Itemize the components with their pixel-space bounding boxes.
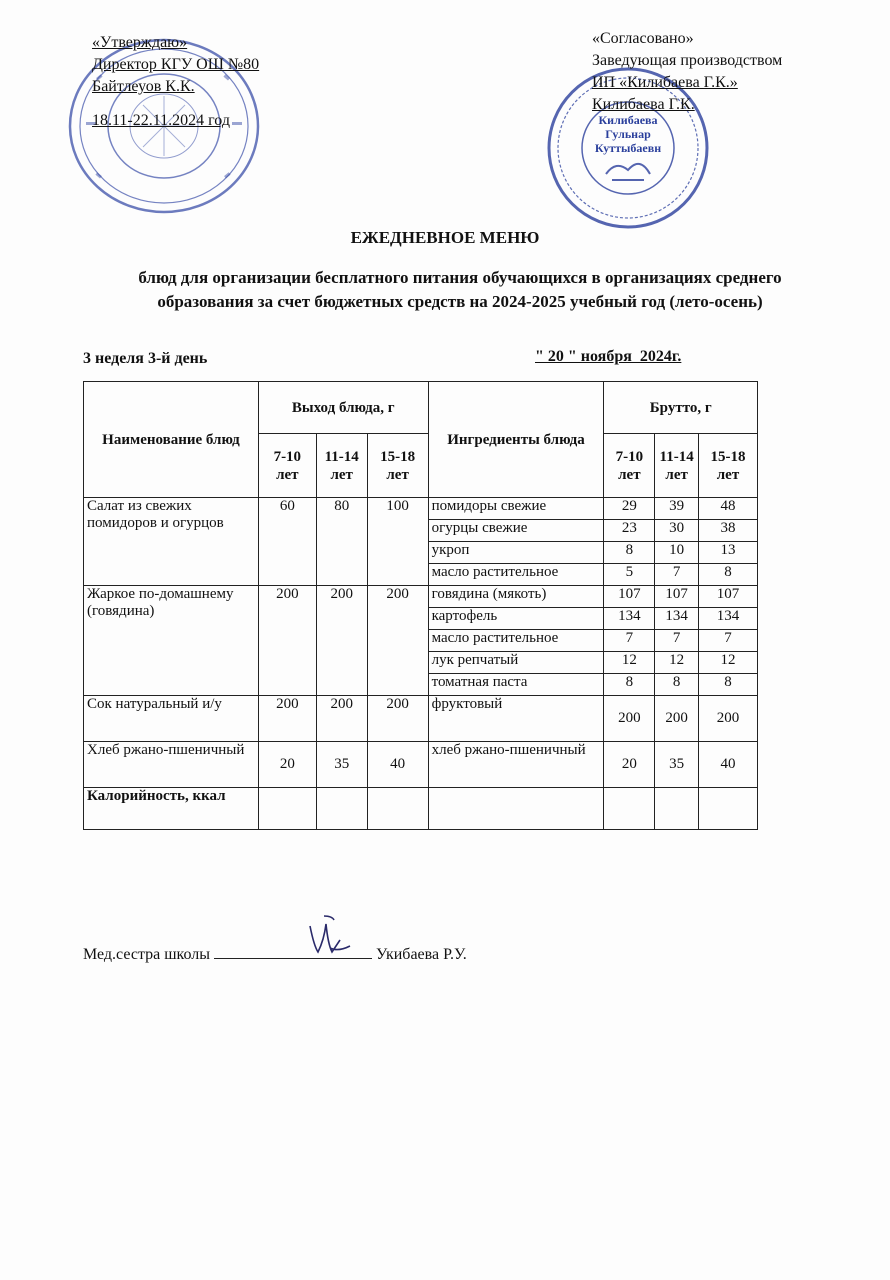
table-row-calories [84,788,758,830]
dish-name: Хлеб ржано-пшеничный [84,742,259,788]
ingredient-name: томатная паста [428,674,604,696]
gross-value: 12 [655,652,699,674]
gross-value: 7 [698,630,757,652]
gross-value: 107 [604,586,655,608]
header-gross: Брутто, г [604,382,758,434]
seal-name-line-1: Килибаева [598,113,658,127]
output-value: 200 [367,586,428,696]
gross-value: 48 [698,498,757,520]
signature-underline [214,944,372,959]
header-output-age-1: 7-10 лет [258,434,316,498]
agreement-line-3: ИП «Килибаева Г.К.» [592,74,738,91]
output-value: 200 [316,696,367,742]
gross-value: 40 [698,742,757,788]
output-value: 200 [316,586,367,696]
approval-line-4: 18.11-22.11.2024 год [92,112,230,129]
document-subtitle: блюд для организации бесплатного питания обучающихся в организациях среднего образования за счет бюджетных средств на 2024-2025 учебный год (лето-осень) [138,268,782,311]
gross-value: 29 [604,498,655,520]
output-value: 60 [258,498,316,586]
ingredient-name: масло растительное [428,564,604,586]
approval-block [92,32,259,132]
table-row [84,586,758,608]
ingredient-name: масло растительное [428,630,604,652]
header-ingredients: Ингредиенты блюда [428,382,604,498]
ingredient-name: огурцы свежие [428,520,604,542]
agreement-line-2: Заведующая производством [592,52,783,69]
gross-value: 200 [604,696,655,742]
output-value: 40 [367,742,428,788]
ingredient-name: помидоры свежие [428,498,604,520]
output-value: 200 [367,696,428,742]
agreement-line-1: «Согласовано» [592,30,694,47]
seal-name-line-2: Гульнар [605,127,651,141]
ingredient-name: говядина (мякоть) [428,586,604,608]
gross-value: 39 [655,498,699,520]
gross-value: 30 [655,520,699,542]
header-dish: Наименование блюд [84,382,259,498]
agreement-block [592,28,782,116]
gross-value: 8 [604,542,655,564]
nurse-signature-line [83,944,467,964]
output-value: 200 [258,696,316,742]
ingredient-name: лук репчатый [428,652,604,674]
gross-value: 107 [698,586,757,608]
date-label: " 20 " ноября 2024г. [535,348,682,365]
gross-value: 12 [698,652,757,674]
table-row [84,696,758,742]
ingredient-name: хлеб ржано-пшеничный [428,742,604,788]
output-value: 35 [316,742,367,788]
output-value: 20 [258,742,316,788]
output-value: 200 [258,586,316,696]
dish-name: Жаркое по-домашнему (говядина) [84,586,259,696]
gross-value: 200 [655,696,699,742]
ingredient-name: фруктовый [428,696,604,742]
nurse-label: Мед.сестра школы [83,946,211,963]
gross-value: 8 [655,674,699,696]
table-row [84,742,758,788]
header-gross-age-2: 11-14 лет [655,434,699,498]
header-gross-age-3: 15-18 лет [698,434,757,498]
seal-name-line-3: Куттыбаевн [594,141,662,155]
agreement-line-4: Килибаева Г.К. [592,96,695,113]
output-value: 80 [316,498,367,586]
header-output-age-2: 11-14 лет [316,434,367,498]
gross-value: 35 [655,742,699,788]
document-title: ЕЖЕДНЕВНОЕ МЕНЮ [350,228,540,247]
gross-value: 8 [698,674,757,696]
nurse-name: Укибаева Р.У. [376,946,467,963]
header-output-age-3: 15-18 лет [367,434,428,498]
gross-value: 134 [655,608,699,630]
calories-label: Калорийность, ккал [84,788,259,830]
menu-table [83,381,758,830]
gross-value: 134 [604,608,655,630]
gross-value: 7 [655,630,699,652]
gross-value: 13 [698,542,757,564]
gross-value: 5 [604,564,655,586]
table-row [84,498,758,520]
gross-value: 200 [698,696,757,742]
approval-line-3: Байтлеуов К.К. [92,78,195,95]
week-day-label: 3 неделя 3-й день [83,350,208,367]
header-output: Выход блюда, г [258,382,428,434]
approval-line-2: Директор КГУ ОШ №80 [92,56,260,73]
header-gross-age-1: 7-10 лет [604,434,655,498]
gross-value: 8 [604,674,655,696]
gross-value: 7 [655,564,699,586]
dish-name: Сок натуральный и/у [84,696,259,742]
ingredient-name: картофель [428,608,604,630]
gross-value: 10 [655,542,699,564]
output-value: 100 [367,498,428,586]
gross-value: 7 [604,630,655,652]
approval-line-1: «Утверждаю» [92,34,188,51]
gross-value: 107 [655,586,699,608]
gross-value: 23 [604,520,655,542]
dish-name: Салат из свежих помидоров и огурцов [84,498,259,586]
gross-value: 38 [698,520,757,542]
gross-value: 12 [604,652,655,674]
gross-value: 8 [698,564,757,586]
gross-value: 134 [698,608,757,630]
gross-value: 20 [604,742,655,788]
ingredient-name: укроп [428,542,604,564]
